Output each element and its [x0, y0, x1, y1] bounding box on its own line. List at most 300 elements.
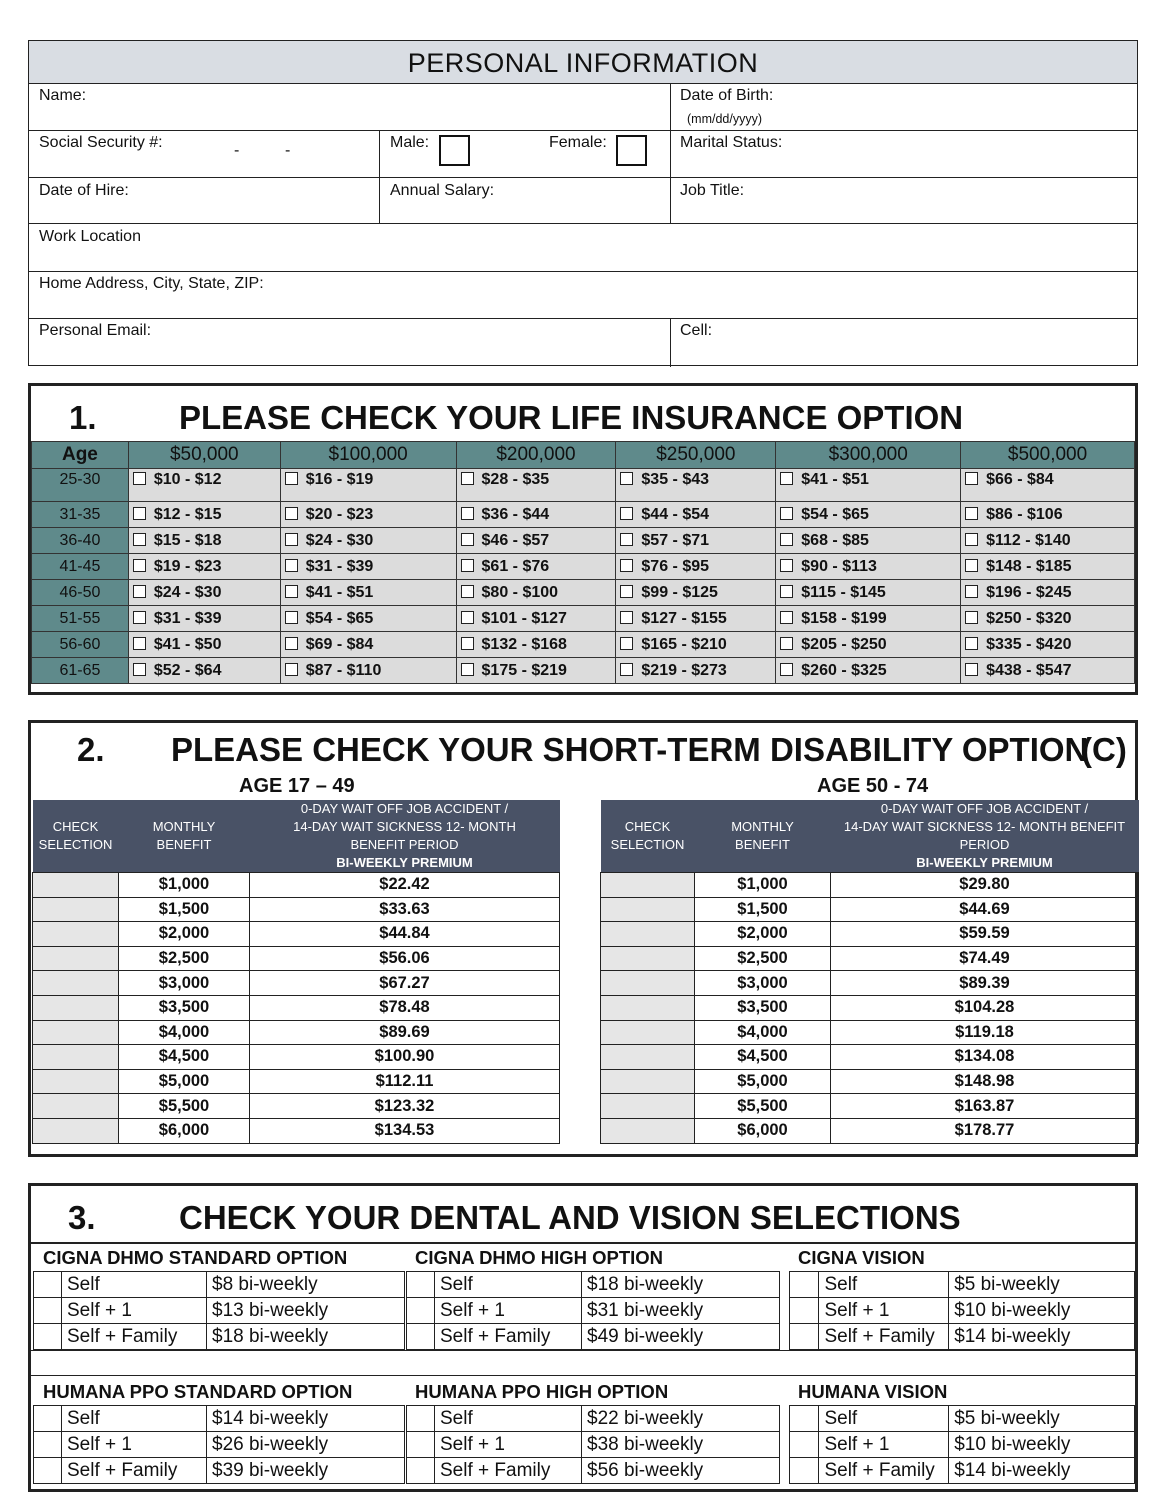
option-checkbox[interactable] [461, 637, 474, 650]
premium-option-cell[interactable] [456, 632, 616, 658]
check-selection-cell[interactable] [33, 1118, 119, 1143]
option-checkbox[interactable] [620, 611, 633, 624]
check-selection-cell[interactable] [601, 971, 695, 996]
option-checkbox[interactable] [461, 663, 474, 676]
check-selection-cell[interactable] [33, 995, 119, 1020]
home-address-field[interactable]: Home Address, City, State, ZIP: [39, 275, 264, 292]
plan-title: HUMANA VISION [798, 1381, 948, 1402]
premium-option-cell[interactable] [776, 528, 961, 554]
premium-option-cell[interactable] [280, 554, 456, 580]
plan-tier-table [789, 1405, 1135, 1484]
premium-option-cell[interactable] [961, 528, 1135, 554]
tier-checkbox[interactable] [34, 1272, 62, 1298]
premium-option-cell[interactable] [280, 502, 456, 528]
plan-title: CIGNA DHMO HIGH OPTION [415, 1247, 664, 1268]
premium-cell: $44.84 [250, 922, 560, 947]
check-selection-header [33, 800, 119, 873]
tier-checkbox[interactable] [34, 1458, 62, 1484]
tier-price: $13 bi-weekly [207, 1298, 405, 1324]
premium-option-cell[interactable] [128, 528, 280, 554]
tier-row [790, 1324, 1135, 1350]
option-checkbox[interactable] [965, 611, 978, 624]
divider [31, 1242, 1135, 1244]
premium-range-label: $10 - $12 [153, 471, 222, 488]
check-selection-cell[interactable] [33, 1020, 119, 1045]
option-checkbox[interactable] [620, 637, 633, 650]
check-selection-cell[interactable] [33, 946, 119, 971]
option-checkbox[interactable] [780, 585, 793, 598]
date-of-birth-field[interactable]: Date of Birth: [680, 87, 774, 104]
tier-checkbox[interactable] [407, 1458, 435, 1484]
tier-checkbox[interactable] [790, 1272, 819, 1298]
coverage-amount-header: $300,000 [776, 442, 961, 469]
premium-option-cell[interactable] [616, 580, 776, 606]
check-selection-cell[interactable] [601, 897, 695, 922]
check-selection-cell[interactable] [601, 1069, 695, 1094]
table-row [32, 606, 1135, 632]
tier-checkbox[interactable] [407, 1324, 435, 1350]
life-insurance-table [31, 441, 1135, 684]
check-selection-cell[interactable] [33, 1069, 119, 1094]
check-selection-cell[interactable] [601, 946, 695, 971]
premium-cell: $29.80 [831, 873, 1139, 898]
option-checkbox[interactable] [133, 559, 146, 572]
premium-range-label: $205 - $250 [801, 635, 887, 653]
premium-option-cell[interactable] [128, 580, 280, 606]
std-tag: (C) [1081, 731, 1127, 768]
option-checkbox[interactable] [780, 507, 793, 520]
option-checkbox[interactable] [133, 637, 146, 650]
check-selection-cell[interactable] [33, 971, 119, 996]
premium-option-cell[interactable] [776, 554, 961, 580]
premium-option-cell[interactable] [961, 469, 1135, 502]
option-checkbox[interactable] [285, 663, 298, 676]
premium-range-label: $61 - $76 [481, 557, 550, 575]
table-row [32, 469, 1135, 502]
premium-option-cell[interactable] [456, 528, 616, 554]
premium-option-cell[interactable] [776, 580, 961, 606]
option-checkbox[interactable] [461, 533, 474, 546]
tier-row [407, 1432, 780, 1458]
table-row [601, 946, 1139, 971]
option-checkbox[interactable] [965, 472, 978, 485]
option-checkbox[interactable] [133, 611, 146, 624]
bi-weekly-premium-header [250, 800, 560, 873]
tier-row [407, 1458, 780, 1484]
check-selection-cell[interactable] [33, 897, 119, 922]
premium-option-cell[interactable] [776, 469, 961, 502]
premium-range-label: $31 - $39 [305, 557, 374, 575]
tier-row [407, 1406, 780, 1432]
male-label: Male: [390, 134, 430, 151]
tier-name: Self + Family [819, 1458, 949, 1484]
monthly-benefit-cell: $3,000 [119, 971, 250, 996]
option-checkbox[interactable] [285, 472, 298, 485]
check-selection-cell[interactable] [33, 922, 119, 947]
tier-name: Self + 1 [435, 1298, 582, 1324]
age-range-cell: 46-50 [32, 580, 129, 606]
premium-option-cell[interactable] [961, 554, 1135, 580]
table-row [33, 946, 560, 971]
option-checkbox[interactable] [965, 559, 978, 572]
premium-option-cell[interactable] [280, 580, 456, 606]
premium-range-label: $80 - $100 [481, 583, 559, 601]
ssn-field[interactable]: Social Security #: [39, 134, 163, 151]
monthly-benefit-cell: $3,500 [695, 995, 831, 1020]
option-checkbox[interactable] [461, 472, 474, 485]
premium-range-label: $20 - $23 [305, 505, 374, 523]
option-checkbox[interactable] [965, 507, 978, 520]
table-row [33, 1094, 560, 1119]
plan-title: CIGNA DHMO STANDARD OPTION [43, 1247, 348, 1268]
annual-salary-field[interactable]: Annual Salary: [390, 182, 495, 199]
tier-name: Self [819, 1406, 949, 1432]
check-selection-cell[interactable] [33, 1094, 119, 1119]
premium-option-cell[interactable] [616, 658, 776, 684]
check-selection-cell[interactable] [601, 873, 695, 898]
monthly-benefit-cell: $1,500 [695, 897, 831, 922]
tier-row [790, 1432, 1135, 1458]
option-checkbox[interactable] [780, 637, 793, 650]
female-checkbox[interactable] [616, 135, 647, 166]
premium-range-label: $41 - $51 [801, 471, 869, 488]
check-selection-cell[interactable] [601, 995, 695, 1020]
life-insurance-section [28, 383, 1138, 695]
premium-option-cell[interactable] [961, 632, 1135, 658]
premium-option-cell[interactable] [961, 502, 1135, 528]
work-location-field[interactable]: Work Location [39, 228, 141, 245]
option-checkbox[interactable] [780, 611, 793, 624]
tier-name: Self [819, 1272, 949, 1298]
header-line: 14-DAY WAIT SICKNESS 12- MONTH BENEFIT [843, 819, 1126, 834]
premium-option-cell[interactable] [280, 528, 456, 554]
monthly-benefit-cell: $2,000 [695, 922, 831, 947]
ssn-dash: - [285, 142, 291, 159]
tier-checkbox[interactable] [34, 1298, 62, 1324]
monthly-benefit-header [119, 800, 250, 873]
premium-option-cell[interactable] [456, 606, 616, 632]
check-selection-cell[interactable] [601, 922, 695, 947]
tier-name: Self + 1 [819, 1298, 949, 1324]
monthly-benefit-cell: $1,000 [119, 873, 250, 898]
option-checkbox[interactable] [965, 637, 978, 650]
option-checkbox[interactable] [285, 611, 298, 624]
date-of-hire-field[interactable]: Date of Hire: [39, 182, 129, 199]
premium-option-cell[interactable] [280, 658, 456, 684]
premium-option-cell[interactable] [280, 606, 456, 632]
header-line: BENEFIT PERIOD [350, 837, 459, 852]
premium-option-cell[interactable] [456, 658, 616, 684]
option-checkbox[interactable] [133, 472, 146, 485]
tier-row [790, 1272, 1135, 1298]
tier-name: Self + 1 [435, 1432, 582, 1458]
check-selection-cell[interactable] [33, 1045, 119, 1070]
tier-row [34, 1272, 405, 1298]
premium-option-cell[interactable] [776, 632, 961, 658]
tier-checkbox[interactable] [407, 1298, 435, 1324]
table-row [33, 1045, 560, 1070]
premium-option-cell[interactable] [616, 632, 776, 658]
male-checkbox[interactable] [439, 135, 470, 166]
monthly-benefit-cell: $1,500 [119, 897, 250, 922]
header-line: SELECTION [38, 837, 113, 852]
tier-name: Self + Family [435, 1458, 582, 1484]
female-label: Female: [549, 134, 607, 151]
premium-range-label: $35 - $43 [641, 471, 710, 488]
option-checkbox[interactable] [620, 559, 633, 572]
monthly-benefit-cell: $1,000 [695, 873, 831, 898]
dental-vision-title: CHECK YOUR DENTAL AND VISION SELECTIONS [179, 1199, 961, 1236]
option-checkbox[interactable] [965, 585, 978, 598]
age-range-cell: 36-40 [32, 528, 129, 554]
monthly-benefit-cell: $2,500 [119, 946, 250, 971]
premium-option-cell[interactable] [776, 502, 961, 528]
plan-tier-table [789, 1271, 1135, 1350]
option-checkbox[interactable] [133, 507, 146, 520]
check-selection-cell[interactable] [601, 1020, 695, 1045]
premium-cell: $178.77 [831, 1118, 1139, 1143]
tier-checkbox[interactable] [790, 1406, 819, 1432]
table-row [601, 1094, 1139, 1119]
option-checkbox[interactable] [620, 472, 633, 485]
monthly-benefit-cell: $6,000 [119, 1118, 250, 1143]
option-checkbox[interactable] [620, 533, 633, 546]
tier-checkbox[interactable] [790, 1432, 819, 1458]
premium-option-cell[interactable] [961, 658, 1135, 684]
monthly-benefit-cell: $4,500 [119, 1045, 250, 1070]
divider [31, 1350, 1135, 1376]
section-number: 2. [77, 731, 105, 768]
premium-range-label: $438 - $547 [986, 661, 1072, 679]
premium-range-label: $57 - $71 [641, 531, 710, 549]
premium-option-cell[interactable] [616, 606, 776, 632]
premium-option-cell[interactable] [280, 632, 456, 658]
tier-name: Self + 1 [62, 1298, 207, 1324]
monthly-benefit-cell: $5,000 [119, 1069, 250, 1094]
tier-checkbox[interactable] [34, 1324, 62, 1350]
tier-name: Self + 1 [62, 1432, 207, 1458]
option-checkbox[interactable] [780, 663, 793, 676]
marital-status-field[interactable]: Marital Status: [680, 134, 783, 151]
option-checkbox[interactable] [285, 533, 298, 546]
table-row [33, 1020, 560, 1045]
option-checkbox[interactable] [965, 533, 978, 546]
premium-range-label: $46 - $57 [481, 531, 550, 549]
tier-price: $18 bi-weekly [582, 1272, 780, 1298]
premium-option-cell[interactable] [456, 554, 616, 580]
ssn-dash: - [234, 142, 240, 159]
premium-cell: $67.27 [250, 971, 560, 996]
tier-name: Self + Family [819, 1324, 949, 1350]
premium-range-label: $41 - $50 [153, 635, 222, 653]
table-row [33, 897, 560, 922]
divider [379, 130, 380, 224]
option-checkbox[interactable] [620, 507, 633, 520]
option-checkbox[interactable] [285, 507, 298, 520]
option-checkbox[interactable] [285, 585, 298, 598]
premium-option-cell[interactable] [128, 469, 280, 502]
option-checkbox[interactable] [780, 472, 793, 485]
option-checkbox[interactable] [133, 585, 146, 598]
premium-cell: $89.69 [250, 1020, 560, 1045]
table-row [601, 971, 1139, 996]
option-checkbox[interactable] [133, 663, 146, 676]
monthly-benefit-cell: $4,500 [695, 1045, 831, 1070]
option-checkbox[interactable] [461, 585, 474, 598]
premium-range-label: $99 - $125 [641, 583, 718, 601]
premium-range-label: $101 - $127 [481, 609, 567, 627]
tier-price: $22 bi-weekly [582, 1406, 780, 1432]
header-line-bold: BI-WEEKLY PREMIUM [336, 855, 473, 870]
premium-range-label: $175 - $219 [481, 661, 567, 679]
job-title-field[interactable]: Job Title: [680, 182, 745, 199]
check-selection-cell[interactable] [601, 1094, 695, 1119]
monthly-benefit-cell: $5,500 [695, 1094, 831, 1119]
premium-option-cell[interactable] [128, 502, 280, 528]
personal-info-title: PERSONAL INFORMATION [29, 41, 1137, 84]
premium-range-label: $250 - $320 [986, 609, 1072, 627]
tier-row [790, 1406, 1135, 1432]
option-checkbox[interactable] [965, 663, 978, 676]
premium-cell: $44.69 [831, 897, 1139, 922]
premium-range-label: $196 - $245 [986, 583, 1072, 601]
premium-option-cell[interactable] [616, 502, 776, 528]
std-table-50-74 [600, 800, 1139, 1144]
monthly-benefit-cell: $3,000 [695, 971, 831, 996]
premium-range-label: $87 - $110 [305, 661, 382, 679]
tier-row [790, 1458, 1135, 1484]
premium-option-cell[interactable] [776, 606, 961, 632]
tier-price: $10 bi-weekly [949, 1298, 1135, 1324]
premium-cell: $163.87 [831, 1094, 1139, 1119]
header-line: BENEFIT [156, 837, 212, 852]
tier-checkbox[interactable] [790, 1298, 819, 1324]
premium-range-label: $219 - $273 [641, 661, 727, 679]
tier-row [34, 1298, 405, 1324]
premium-range-label: $148 - $185 [986, 557, 1072, 575]
table-row [33, 1069, 560, 1094]
header-line: MONTHLY [731, 819, 794, 834]
check-selection-cell[interactable] [33, 873, 119, 898]
premium-option-cell[interactable] [456, 502, 616, 528]
tier-price: $49 bi-weekly [582, 1324, 780, 1350]
personal-email-field[interactable]: Personal Email: [39, 322, 152, 339]
header-line: 14-DAY WAIT SICKNESS 12- MONTH [293, 819, 516, 834]
tier-checkbox[interactable] [407, 1432, 435, 1458]
tier-price: $39 bi-weekly [207, 1458, 405, 1484]
coverage-amount-header: $200,000 [456, 442, 616, 469]
tier-checkbox[interactable] [34, 1432, 62, 1458]
premium-option-cell[interactable] [616, 469, 776, 502]
monthly-benefit-cell: $6,000 [695, 1118, 831, 1143]
dental-vision-section [28, 1183, 1138, 1492]
premium-cell: $104.28 [831, 995, 1139, 1020]
table-row [32, 658, 1135, 684]
premium-option-cell[interactable] [128, 606, 280, 632]
tier-price: $38 bi-weekly [582, 1432, 780, 1458]
option-checkbox[interactable] [461, 559, 474, 572]
premium-range-label: $165 - $210 [641, 635, 727, 653]
option-checkbox[interactable] [780, 533, 793, 546]
monthly-benefit-cell: $3,500 [119, 995, 250, 1020]
divider [29, 318, 1137, 319]
header-line: 0-DAY WAIT OFF JOB ACCIDENT / [880, 801, 1089, 816]
plan-tier-table [33, 1405, 405, 1484]
tier-name: Self [435, 1406, 582, 1432]
header-line: CHECK [624, 819, 671, 834]
tier-price: $18 bi-weekly [207, 1324, 405, 1350]
premium-option-cell[interactable] [776, 658, 961, 684]
premium-option-cell[interactable] [456, 469, 616, 502]
tier-checkbox[interactable] [790, 1458, 819, 1484]
premium-option-cell[interactable] [616, 528, 776, 554]
tier-row [34, 1406, 405, 1432]
coverage-amount-header: $500,000 [961, 442, 1135, 469]
premium-option-cell[interactable] [961, 606, 1135, 632]
premium-range-label: $115 - $145 [801, 583, 886, 601]
premium-cell: $56.06 [250, 946, 560, 971]
table-row [32, 528, 1135, 554]
table-row [601, 873, 1139, 898]
premium-option-cell[interactable] [128, 658, 280, 684]
premium-range-label: $54 - $65 [801, 505, 869, 523]
option-checkbox[interactable] [461, 507, 474, 520]
premium-option-cell[interactable] [616, 554, 776, 580]
tier-price: $14 bi-weekly [949, 1458, 1135, 1484]
premium-range-label: $36 - $44 [481, 505, 550, 523]
divider [29, 223, 1137, 224]
name-field[interactable]: Name: [39, 87, 87, 104]
check-selection-cell[interactable] [601, 1045, 695, 1070]
premium-range-label: $158 - $199 [801, 609, 887, 627]
option-checkbox[interactable] [285, 637, 298, 650]
premium-option-cell[interactable] [128, 632, 280, 658]
option-checkbox[interactable] [620, 663, 633, 676]
premium-range-label: $52 - $64 [153, 661, 222, 679]
tier-checkbox[interactable] [407, 1406, 435, 1432]
premium-option-cell[interactable] [128, 554, 280, 580]
option-checkbox[interactable] [133, 533, 146, 546]
cell-field[interactable]: Cell: [680, 322, 713, 339]
life-insurance-title: PLEASE CHECK YOUR LIFE INSURANCE OPTION [179, 399, 964, 436]
check-selection-cell[interactable] [601, 1118, 695, 1143]
premium-option-cell[interactable] [961, 580, 1135, 606]
premium-cell: $59.59 [831, 922, 1139, 947]
tier-checkbox[interactable] [407, 1272, 435, 1298]
premium-range-label: $260 - $325 [801, 661, 887, 679]
premium-range-label: $12 - $15 [153, 505, 222, 523]
bi-weekly-premium-header [831, 800, 1139, 873]
premium-option-cell[interactable] [280, 469, 456, 502]
table-row [601, 1069, 1139, 1094]
option-checkbox[interactable] [285, 559, 298, 572]
header-line: SELECTION [610, 837, 685, 852]
option-checkbox[interactable] [620, 585, 633, 598]
premium-range-label: $335 - $420 [986, 635, 1072, 653]
premium-range-label: $90 - $113 [801, 557, 877, 575]
age-range-cell: 61-65 [32, 658, 129, 684]
tier-checkbox[interactable] [790, 1324, 819, 1350]
option-checkbox[interactable] [780, 559, 793, 572]
option-checkbox[interactable] [461, 611, 474, 624]
header-line: 0-DAY WAIT OFF JOB ACCIDENT / [300, 801, 509, 816]
divider [29, 177, 1137, 178]
tier-checkbox[interactable] [34, 1406, 62, 1432]
premium-range-label: $16 - $19 [305, 471, 374, 488]
premium-cell: $148.98 [831, 1069, 1139, 1094]
premium-range-label: $54 - $65 [305, 609, 374, 627]
premium-option-cell[interactable] [456, 580, 616, 606]
